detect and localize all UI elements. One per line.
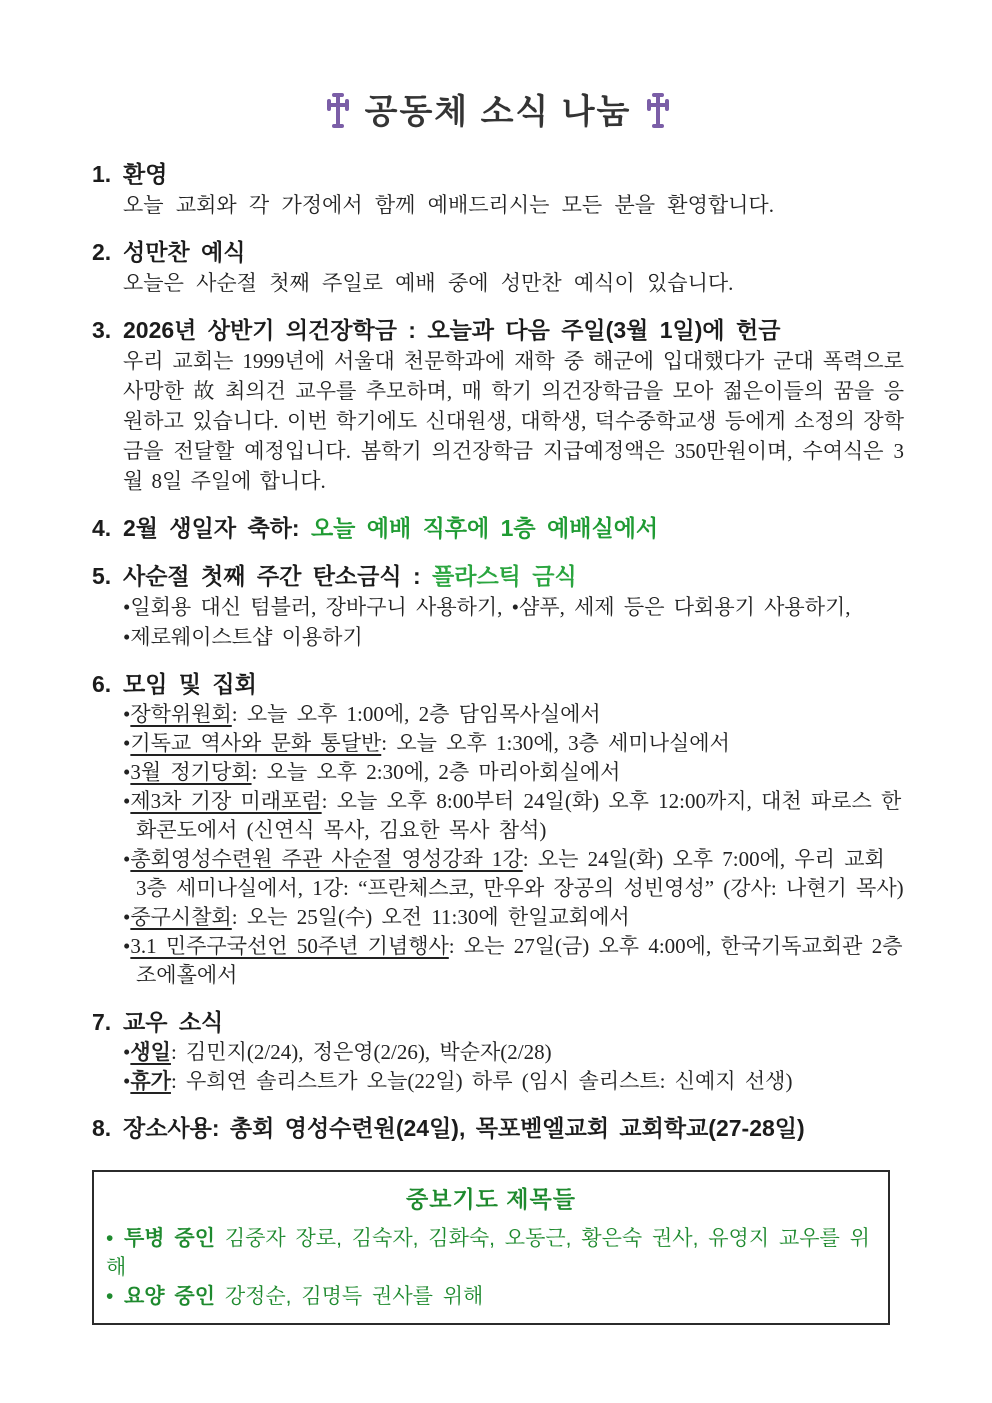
section-4-green-note: 오늘 예배 직후에 1층 예배실에서 [310,515,659,541]
meeting-item [123,700,904,729]
section-number: 8. [92,1115,112,1141]
section-1-heading [92,159,904,190]
section-8-heading [92,1113,904,1144]
meeting-item [123,903,904,932]
page-title: 공동체 소식 나눔 [364,93,632,131]
meeting-label: 총회영성수련원 주관 사순절 영성강좌 1강 [130,847,523,871]
section-1 [92,159,904,220]
bullet-icon: • [123,934,131,958]
bullet-icon: • [123,905,131,929]
section-heading-text: 장소사용: 총회 영성수련원(24일), 목포벧엘교회 교회학교(27-28일) [123,1115,805,1141]
section-number: 4. [92,515,112,541]
section-heading-text: 사순절 첫째 주간 탄소금식 : [123,563,421,589]
meeting-detail: : 오는 24일(화) 오후 7:00에, 우리 교회 3층 세미나실에서, 1강: “프란체스코, 만우와 장공의 성빈영성” (강사: 나현기 목사) [136,847,904,900]
meeting-detail: : 오는 27일(금) 오후 4:00에, 한국기독교회관 2층 조에홀에서 [136,934,903,987]
cross-icon [645,93,671,129]
section-heading-text: 2026년 상반기 의건장학금 : 오늘과 다음 주일(3월 1일)에 헌금 [123,317,781,343]
section-number: 2. [92,239,112,265]
prayer-box [92,1170,890,1325]
section-number: 7. [92,1009,112,1035]
meeting-item [123,932,904,990]
cross-icon [325,93,351,129]
section-2 [92,237,904,298]
section-heading-text: 환영 [123,161,168,187]
section-heading-text: 교우 소식 [123,1009,224,1035]
section-number: 1. [92,161,112,187]
section-3-body: 우리 교회는 1999년에 서울대 천문학과에 재학 중 해군에 입대했다가 군대 폭력으로 사망한 故 최의건 교우를 추모하며, 매 학기 의건장학금을 모아 젊은이들의 꿈을 응원하고 있습니다. 이번 학기에도 신대원생, 대학생, 덕수중학교생 등에게 소정의 장학금을 전달할 예정입니다. 봄학기 의건장학금 지급예정액은 350만원이며, 수여식은 3월 8일 주일에 합니다. [123,349,904,493]
member-news-detail: : 우희연 솔리스트가 오늘(22일) 하루 (임시 솔리스트: 신예지 선생) [170,1069,793,1093]
bullet-icon: • [123,702,131,726]
prayer-item-lead: 투병 중인 [124,1227,215,1250]
meeting-item [123,729,904,758]
prayer-item [106,1224,876,1282]
page-title-row [92,84,904,133]
bullet-icon: • [106,1285,114,1308]
section-3-heading [92,315,904,346]
section-number: 3. [92,317,112,343]
section-6 [92,669,904,990]
prayer-item-lead: 요양 중인 [124,1285,215,1308]
section-4 [92,513,904,544]
section-5-bullet-line: •일회용 대신 텀블러, 장바구니 사용하기, •샴푸, 세제 등은 다회용기 사용하기, [123,595,851,619]
section-2-heading [92,237,904,268]
section-5-green-note: 플라스틱 금식 [432,563,577,589]
section-heading-text: 2월 생일자 축하: [123,515,300,541]
meeting-detail: : 오늘 오후 1:30에, 3층 세미나실에서 [381,731,730,755]
meeting-detail: : 오는 25일(수) 오전 11:30에 한일교회에서 [231,905,630,929]
meeting-label: 3.1 민주구국선언 50주년 기념행사 [130,934,449,958]
section-7-heading [92,1007,904,1038]
meeting-detail: : 오늘 오후 2:30에, 2층 마리아회실에서 [251,760,621,784]
section-4-heading [92,513,904,544]
meeting-label: 제3차 기장 미래포럼 [130,789,322,813]
meeting-label: 중구시찰회 [130,905,232,929]
section-5 [92,561,904,652]
meeting-label: 기독교 역사와 문화 통달반 [130,731,382,755]
section-8 [92,1113,904,1144]
bullet-icon: • [106,1227,114,1250]
bullet-icon: • [123,760,131,784]
member-news-item [123,1067,904,1096]
prayer-item [106,1282,876,1311]
meeting-item [123,845,904,903]
section-number: 6. [92,671,112,697]
section-1-body: 오늘 교회와 각 가정에서 함께 예배드리시는 모든 분을 환영합니다. [123,193,774,217]
section-5-bullet-line: •제로웨이스트샵 이용하기 [123,625,363,649]
section-7 [92,1007,904,1096]
meeting-detail: : 오늘 오후 8:00부터 24일(화) 오후 12:00까지, 대천 파로스 한화콘도에서 (신연식 목사, 김요한 목사 참석) [136,789,902,842]
bullet-icon: • [123,1040,131,1064]
section-2-body: 오늘은 사순절 첫째 주일로 예배 중에 성만찬 예식이 있습니다. [123,271,734,295]
bullet-icon: • [123,847,131,871]
section-heading-text: 모임 및 집회 [123,671,257,697]
member-news-label: 생일 [130,1041,171,1064]
bullet-icon: • [123,731,131,755]
member-news-detail: : 김민지(2/24), 정은영(2/26), 박순자(2/28) [170,1040,552,1064]
meeting-label: 장학위원회 [130,702,232,726]
meeting-detail: : 오늘 오후 1:00에, 2층 담임목사실에서 [231,702,601,726]
section-6-heading [92,669,904,700]
section-3 [92,315,904,496]
section-heading-text: 성만찬 예식 [123,239,246,265]
member-news-item [123,1038,904,1067]
section-5-heading [92,561,904,592]
meeting-item [123,787,904,845]
prayer-item-text: 강정순, 김명득 권사를 위해 [214,1285,484,1308]
bullet-icon: • [123,789,131,813]
section-number: 5. [92,563,112,589]
meeting-label: 3월 정기당회 [130,760,252,784]
meeting-item [123,758,904,787]
member-news-label: 휴가 [130,1070,171,1093]
prayer-item-text: 김중자 장로, 김숙자, 김화숙, 오동근, 황은숙 권사, 유영지 교우를 위해 [106,1227,870,1279]
prayer-box-title: 중보기도 제목들 [406,1186,576,1212]
bullet-icon: • [123,1069,131,1093]
